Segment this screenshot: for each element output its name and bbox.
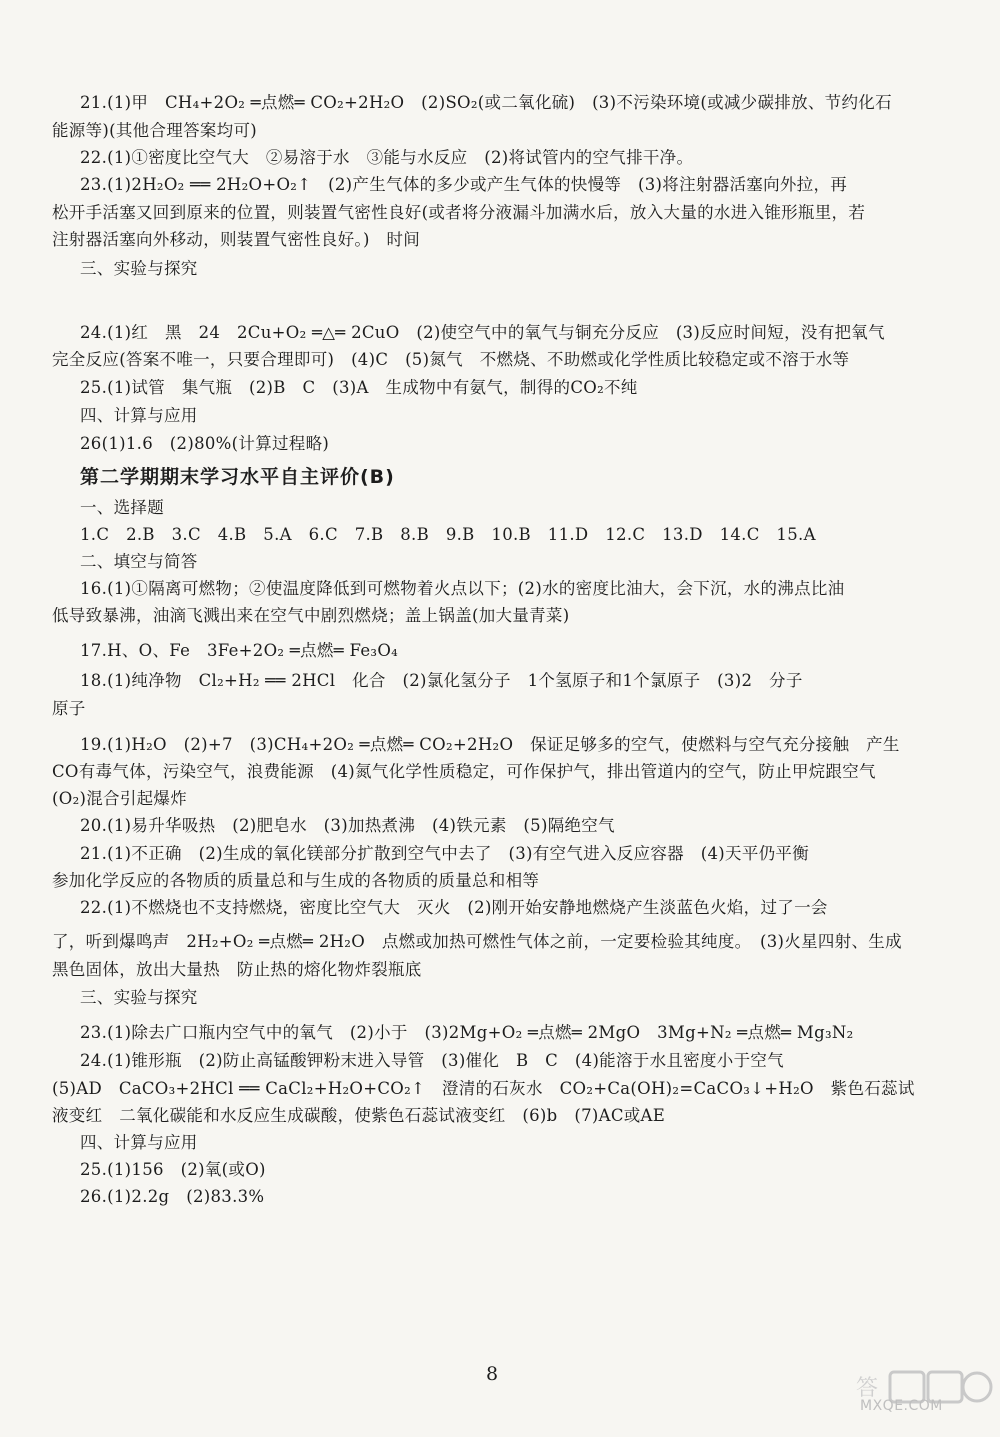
page-number: 8 bbox=[486, 1363, 499, 1385]
answer-line: 19.(1)H₂O (2)+7 (3)CH₄+2O₂ ═点燃═ CO₂+2H₂O 保证足够多的空气，使燃料与空气充分接触 产生 bbox=[80, 735, 900, 754]
section-label: 四、计算与应用 bbox=[80, 406, 198, 425]
answer-line: 松开手活塞又回到原来的位置，则装置气密性良好(或者将分液漏斗加满水后，放入大量的水进入锥形瓶里，若 bbox=[52, 203, 866, 222]
section-label: 四、计算与应用 bbox=[80, 1133, 198, 1152]
section-title: 第二学期期末学习水平自主评价(B) bbox=[80, 466, 395, 488]
answer-line: 完全反应(答案不唯一，只要合理即可) (4)C (5)氮气 不燃烧、不助燃或化学性质比较稳定或不溶于水等 bbox=[52, 350, 850, 369]
svg-text:答: 答 bbox=[856, 1376, 879, 1401]
answer-line: 参加化学反应的各物质的质量总和与生成的各物质的质量总和相等 bbox=[52, 871, 540, 890]
answer-line: 1.C 2.B 3.C 4.B 5.A 6.C 7.B 8.B 9.B 10.B 11.D 12.C 13.D 14.C 15.A bbox=[80, 525, 816, 544]
answer-line: 原子 bbox=[52, 699, 86, 718]
answer-line: 液变红 二氧化碳能和水反应生成碳酸，使紫色石蕊试液变红 (6)b (7)AC或AE bbox=[52, 1106, 666, 1125]
answer-line: 低导致暴沸，油滴飞溅出来在空气中剧烈燃烧；盖上锅盖(加大量青菜) bbox=[52, 606, 570, 625]
section-label: 一、选择题 bbox=[80, 498, 164, 517]
answer-line: (5)AD CaCO₃+2HCl ══ CaCl₂+H₂O+CO₂↑ 澄清的石灰水 CO₂+Ca(OH)₂=CaCO₃↓+H₂O 紫色石蕊试 bbox=[52, 1079, 915, 1098]
answer-line: 22.(1)不燃烧也不支持燃烧，密度比空气大 灭火 (2)刚开始安静地燃烧产生淡蓝色火焰，过了一会 bbox=[80, 898, 828, 917]
answer-line: 24.(1)红 黑 24 2Cu+O₂ ═△═ 2CuO (2)使空气中的氧气与铜充分反应 (3)反应时间短，没有把氧气 bbox=[80, 323, 885, 342]
answer-line: 21.(1)甲 CH₄+2O₂ ═点燃═ CO₂+2H₂O (2)SO₂(或二氧化硫) (3)不污染环境(或减少碳排放、节约化石 bbox=[80, 93, 892, 112]
answer-line: 23.(1)除去广口瓶内空气中的氧气 (2)小于 (3)2Mg+O₂ ═点燃═ 2MgO 3Mg+N₂ ═点燃═ Mg₃N₂ bbox=[80, 1023, 854, 1042]
answer-line: 22.(1)①密度比空气大 ②易溶于水 ③能与水反应 (2)将试管内的空气排干净。 bbox=[80, 148, 694, 167]
answer-line: 21.(1)不正确 (2)生成的氧化镁部分扩散到空气中去了 (3)有空气进入反应容器 (4)天平仍平衡 bbox=[80, 844, 810, 863]
answer-line: CO有毒气体，污染空气，浪费能源 (4)氮气化学性质稳定，可作保护气，排出管道内的空气，防止甲烷跟空气 bbox=[52, 762, 876, 781]
answer-line: 16.(1)①隔离可燃物；②使温度降低到可燃物着火点以下；(2)水的密度比油大，会下沉，水的沸点比油 bbox=[80, 579, 845, 598]
answer-line: 25.(1)试管 集气瓶 (2)B C (3)A 生成物中有氨气，制得的CO₂不纯 bbox=[80, 378, 638, 397]
answer-line: (O₂)混合引起爆炸 bbox=[52, 789, 188, 808]
answer-line: 17.H、O、Fe 3Fe+2O₂ ═点燃═ Fe₃O₄ bbox=[80, 641, 399, 660]
answer-line: 能源等)(其他合理答案均可) bbox=[52, 121, 258, 140]
answer-line: 了，听到爆鸣声 2H₂+O₂ ═点燃═ 2H₂O 点燃或加热可燃性气体之前，一定要检验其纯度。 (3)火星四射、生成 bbox=[52, 932, 902, 951]
answer-line: 注射器活塞向外移动，则装置气密性良好。) 时间 bbox=[52, 230, 421, 249]
answer-line: 24.(1)锥形瓶 (2)防止高锰酸钾粉末进入导管 (3)催化 B C (4)能溶于水且密度小于空气 bbox=[80, 1051, 784, 1070]
answer-line: 18.(1)纯净物 Cl₂+H₂ ══ 2HCl 化合 (2)氯化氢分子 1个氢原子和1个氯原子 (3)2 分子 bbox=[80, 671, 803, 690]
answer-line: 26(1)1.6 (2)80%(计算过程略) bbox=[80, 434, 330, 453]
answer-line: 25.(1)156 (2)氧(或O) bbox=[80, 1160, 266, 1179]
watermark-text: MXQE.COM bbox=[860, 1398, 943, 1414]
section-label: 三、实验与探究 bbox=[80, 988, 198, 1007]
answer-line: 20.(1)易升华吸热 (2)肥皂水 (3)加热煮沸 (4)铁元素 (5)隔绝空气 bbox=[80, 816, 615, 835]
answer-line: 黑色固体，放出大量热 防止热的熔化物炸裂瓶底 bbox=[52, 960, 422, 979]
section-label: 二、填空与简答 bbox=[80, 552, 198, 571]
section-label: 三、实验与探究 bbox=[80, 259, 198, 278]
answer-line: 23.(1)2H₂O₂ ══ 2H₂O+O₂↑ (2)产生气体的多少或产生气体的快慢等 (3)将注射器活塞向外拉，再 bbox=[80, 175, 848, 194]
answer-line: 26.(1)2.2g (2)83.3% bbox=[80, 1187, 265, 1206]
